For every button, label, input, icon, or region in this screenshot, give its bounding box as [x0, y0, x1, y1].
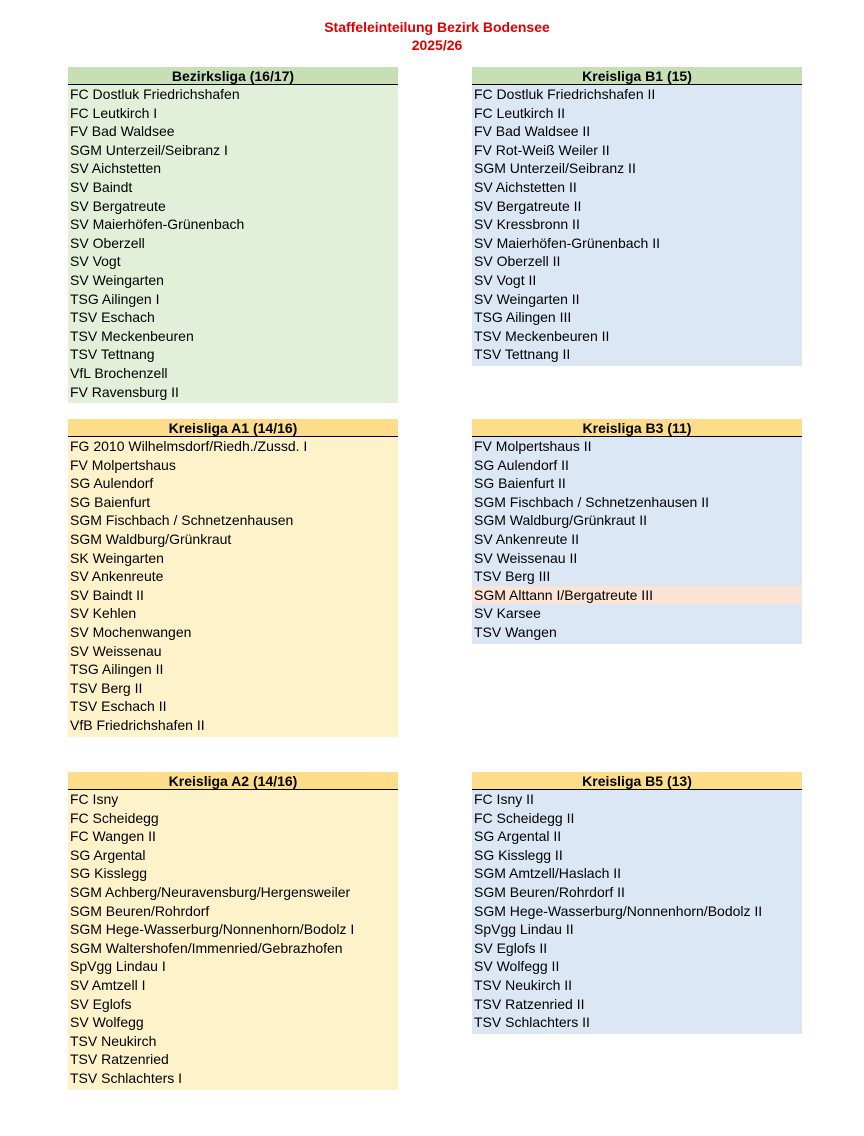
team-row: SK Weingarten: [70, 549, 164, 566]
league-kreisliga-b5: [472, 772, 802, 1034]
team-row: SG Aulendorf: [70, 475, 154, 492]
team-list: [472, 437, 802, 644]
team-list: [68, 437, 398, 737]
league-bezirksliga: [68, 67, 398, 403]
team-row: SGM Waldburg/Grünkraut: [70, 530, 232, 547]
team-row: FC Dostluk Friedrichshafen II: [474, 86, 656, 102]
league-title: Bezirksliga (16/17): [68, 67, 398, 85]
team-row: TSV Wangen: [474, 623, 557, 640]
team-row: SV Kehlen: [70, 605, 137, 622]
team-row: FC Isny II: [474, 791, 534, 807]
league-kreisliga-b1: [472, 67, 802, 366]
team-row: TSV Eschach II: [70, 698, 167, 715]
team-row: TSG Ailingen III: [474, 309, 572, 326]
team-row: SG Baienfurt: [70, 493, 151, 510]
league-kreisliga-b3: [472, 419, 802, 644]
team-row: SV Aichstetten II: [474, 178, 577, 195]
team-row: FC Wangen II: [70, 828, 156, 845]
team-row: TSV Schlachters I: [70, 1069, 183, 1086]
team-row: SV Maierhöfen-Grünenbach II: [474, 234, 660, 251]
team-row: TSV Ratzenried: [70, 1051, 169, 1068]
league-title: Kreisliga B1 (15): [472, 67, 802, 85]
team-row: TSV Meckenbeuren II: [474, 327, 610, 344]
team-row: SV Weingarten II: [474, 290, 580, 307]
team-row: SG Baienfurt II: [474, 475, 566, 492]
team-row: SGM Hege-Wasserburg/Nonnenhorn/Bodolz I: [70, 921, 355, 938]
team-row: SGM Beuren/Rohrdorf: [70, 902, 210, 919]
team-row: SV Vogt: [70, 253, 121, 270]
team-row: TSV Ratzenried II: [474, 995, 585, 1012]
team-row: SV Mochenwangen: [70, 623, 192, 640]
team-row: TSV Schlachters II: [474, 1014, 590, 1031]
team-row: FC Scheidegg II: [474, 809, 575, 826]
team-row: SV Eglofs: [70, 995, 132, 1012]
team-row: SG Argental: [70, 846, 146, 863]
team-row: SG Kisslegg II: [474, 846, 563, 863]
team-row: FG 2010 Wilhelmsdorf/Riedh./Zussd. I: [70, 438, 308, 454]
team-row: SGM Unterzeil/Seibranz II: [474, 160, 636, 177]
team-row: TSG Ailingen I: [70, 290, 160, 307]
season-label: 2025/26: [411, 37, 463, 53]
team-row: SGM Hege-Wasserburg/Nonnenhorn/Bodolz II: [474, 902, 763, 919]
team-row: FV Ravensburg II: [70, 383, 179, 400]
team-row: SGM Alttann I/Bergatreute III: [472, 586, 802, 605]
team-row: SV Oberzell: [70, 234, 145, 251]
team-row: FC Leutkirch I: [70, 104, 158, 121]
team-row: SV Oberzell II: [474, 253, 561, 270]
team-row: TSV Tettnang: [70, 346, 155, 363]
team-row: SV Kressbronn II: [474, 216, 580, 233]
team-row: SGM Beuren/Rohrdorf II: [474, 883, 625, 900]
team-row: SG Kisslegg: [70, 865, 148, 882]
team-row: SGM Unterzeil/Seibranz I: [70, 141, 228, 158]
team-row: FC Leutkirch II: [474, 104, 566, 121]
team-list: [472, 85, 802, 366]
team-row: SGM Fischbach / Schnetzenhausen: [70, 512, 294, 529]
league-kreisliga-a2: [68, 772, 398, 1090]
team-row: FV Bad Waldsee II: [474, 123, 591, 140]
team-row: FC Scheidegg: [70, 809, 159, 826]
team-row: SG Aulendorf II: [474, 456, 569, 473]
team-row: SV Ankenreute II: [474, 530, 580, 547]
team-row: FC Isny: [70, 791, 119, 807]
league-title: Kreisliga B3 (11): [472, 419, 802, 437]
team-row: SV Baindt II: [70, 586, 144, 603]
document-title: Staffeleinteilung Bezirk Bodensee: [324, 19, 550, 35]
team-row: SGM Amtzell/Haslach II: [474, 865, 622, 882]
league-title: Kreisliga A2 (14/16): [68, 772, 398, 790]
team-row: SV Weissenau II: [474, 549, 578, 566]
team-row: SV Bergatreute II: [474, 197, 582, 214]
team-list: [472, 790, 802, 1034]
league-title: Kreisliga B5 (13): [472, 772, 802, 790]
team-row: SV Karsee: [474, 605, 541, 622]
team-row: SGM Achberg/Neuravensburg/Hergensweiler: [70, 883, 351, 900]
team-row: SpVgg Lindau II: [474, 921, 574, 938]
team-row: TSV Berg II: [70, 679, 143, 696]
team-row: TSV Berg III: [474, 568, 551, 585]
team-row: FV Bad Waldsee: [70, 123, 175, 140]
team-row: SV Maierhöfen-Grünenbach: [70, 216, 245, 233]
team-row: SV Ankenreute: [70, 568, 164, 585]
team-row: VfB Friedrichshafen II: [70, 716, 205, 733]
team-row: TSV Meckenbeuren: [70, 327, 194, 344]
team-row: FV Rot-Weiß Weiler II: [474, 141, 610, 158]
team-row: SV Aichstetten: [70, 160, 162, 177]
team-row: TSV Neukirch II: [474, 976, 573, 993]
team-row: SV Bergatreute: [70, 197, 166, 214]
team-row: VfL Brochenzell: [70, 364, 168, 381]
team-row: SV Eglofs II: [474, 939, 548, 956]
team-row: SV Baindt: [70, 178, 133, 195]
team-row: SpVgg Lindau I: [70, 958, 166, 975]
team-row: SV Weingarten: [70, 271, 164, 288]
team-row: TSV Neukirch: [70, 1032, 157, 1049]
team-row: SGM Waltershofen/Immenried/Gebrazhofen: [70, 939, 343, 956]
team-row: SGM Fischbach / Schnetzenhausen II: [474, 493, 710, 510]
team-row: SGM Waldburg/Grünkraut II: [474, 512, 647, 529]
team-row: FV Molpertshaus II: [474, 438, 592, 454]
team-row: SV Amtzell I: [70, 976, 146, 993]
team-row: SV Wolfegg: [70, 1014, 144, 1031]
league-kreisliga-a1: [68, 419, 398, 737]
team-row: SV Vogt II: [474, 271, 537, 288]
team-row: SG Argental II: [474, 828, 562, 845]
team-row: FV Molpertshaus: [70, 456, 176, 473]
team-row: FC Dostluk Friedrichshafen: [70, 86, 240, 102]
team-row: SV Weissenau: [70, 642, 162, 659]
league-title: Kreisliga A1 (14/16): [68, 419, 398, 437]
team-list: [68, 790, 398, 1090]
team-row: SV Wolfegg II: [474, 958, 560, 975]
team-row: TSV Tettnang II: [474, 346, 571, 363]
team-row: TSV Eschach: [70, 309, 155, 326]
team-list: [68, 85, 398, 403]
team-row: TSG Ailingen II: [70, 661, 164, 678]
